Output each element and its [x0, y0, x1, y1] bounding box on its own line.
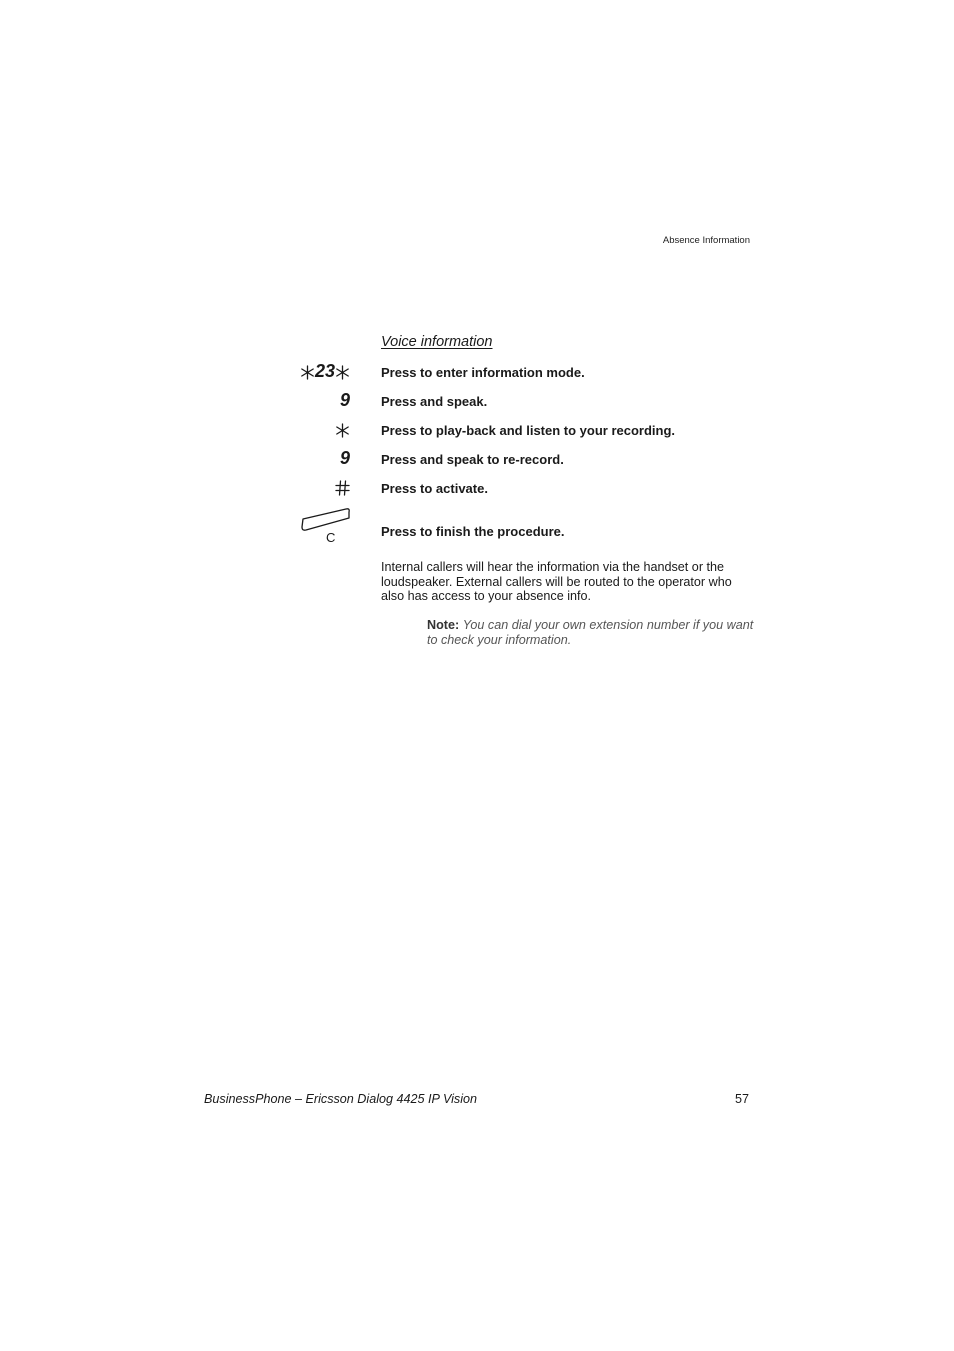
note — [427, 618, 757, 647]
step-text: Press to play-back and listen to your recording. — [381, 423, 676, 438]
key-9: 9 — [339, 390, 350, 410]
step-text: Press to activate. — [381, 481, 488, 496]
note-label: Note: — [427, 618, 460, 632]
step-text: Press to finish the procedure. — [381, 524, 565, 539]
running-head: Absence Information — [662, 235, 750, 246]
page-number: 57 — [734, 1092, 749, 1106]
clear-key — [300, 506, 352, 548]
section-title: Voice information — [381, 334, 493, 350]
hash-key-icon — [335, 477, 350, 497]
key-star-23-star — [300, 361, 350, 381]
key-star — [335, 419, 350, 439]
footer-title: BusinessPhone – Ericsson Dialog 4425 IP Vision — [204, 1092, 478, 1106]
key-9: 9 — [339, 448, 350, 468]
key-hash — [335, 477, 350, 497]
step-text: Press and speak to re-record. — [381, 452, 564, 467]
star-key-icon — [335, 361, 350, 381]
star-key-icon — [300, 361, 315, 381]
clear-key-label: C — [326, 530, 336, 545]
body-paragraph: Internal callers will hear the information via the handset or the loudspeaker. External callers will be routed to the operator who also has access to your absence info. — [381, 560, 732, 604]
key-digits: 23 — [314, 361, 335, 381]
step-text: Press to enter information mode. — [381, 365, 585, 380]
step-text: Press and speak. — [381, 394, 488, 409]
star-key-icon — [335, 419, 350, 439]
note-text: You can dial your own extension number if you want to check your information. — [427, 618, 754, 647]
